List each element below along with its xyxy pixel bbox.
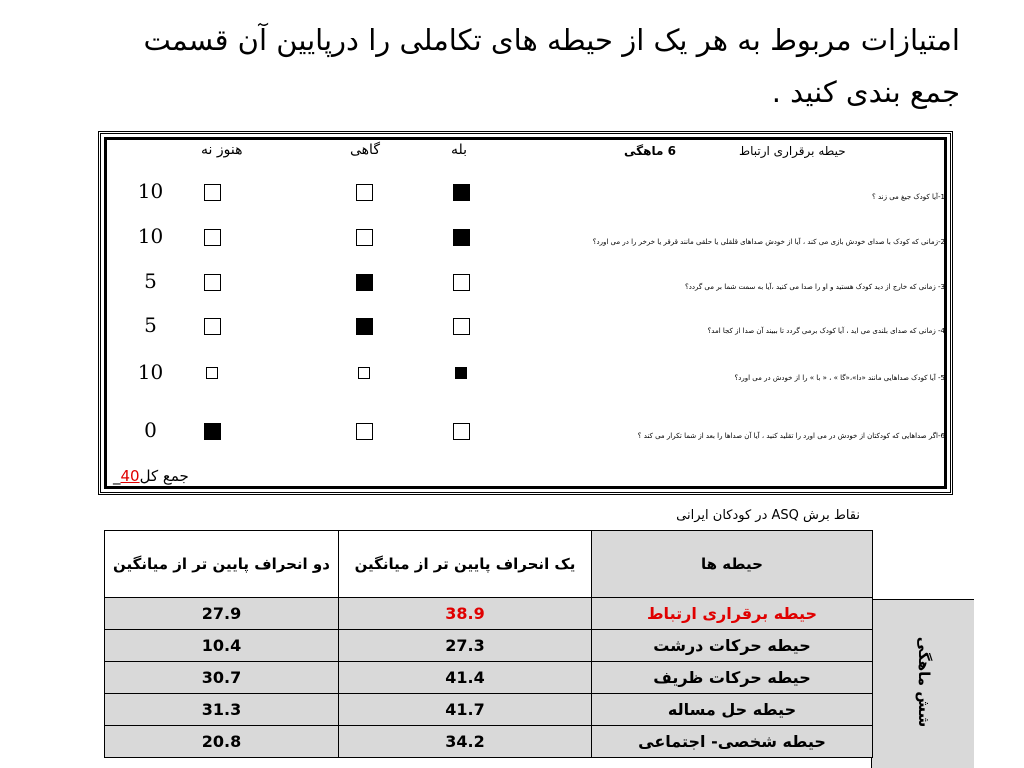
cell-one-sd: 34.2 (339, 726, 592, 758)
checkbox-sometimes[interactable] (356, 423, 373, 440)
total-suffix: _ (113, 467, 121, 485)
cell-one-sd: 41.7 (339, 694, 592, 726)
cell-one-sd: 41.4 (339, 662, 592, 694)
checkbox-not-yet[interactable] (204, 274, 221, 291)
total-score (113, 467, 189, 485)
checkbox-sometimes[interactable] (358, 367, 370, 379)
cell-domain: حیطه حرکات ظریف (592, 662, 873, 694)
item-score: 5 (144, 313, 157, 337)
checkbox-not-yet[interactable] (204, 423, 221, 440)
checkbox-sometimes[interactable] (356, 274, 373, 291)
cell-domain: حیطه حل مساله (592, 694, 873, 726)
checkbox-sometimes[interactable] (356, 318, 373, 335)
table-row (105, 598, 873, 630)
cell-two-sd: 30.7 (105, 662, 339, 694)
cell-two-sd: 20.8 (105, 726, 339, 758)
checkbox-yes[interactable] (453, 318, 470, 335)
item-question: 6-اگر صداهایی که کودکتان از خودش در می اورد را تقلید کنید ، آیا آن صداها را بعد از شما تکرار می کند ؟ (637, 432, 945, 440)
questionnaire-box (98, 131, 953, 495)
header-two-sd: دو انحراف پایین تر از میانگین (105, 531, 339, 598)
checkbox-not-yet[interactable] (204, 318, 221, 335)
cutoff-table (104, 530, 873, 758)
item-score: 5 (144, 269, 157, 293)
checkbox-yes[interactable] (453, 229, 470, 246)
item-score: 10 (137, 179, 164, 203)
item-score: 0 (144, 418, 157, 442)
item-question: 2-زمانی که کودک با صدای خودش بازی می کند ، آیا از خودش صداهای قلقلی یا حلقی مانند قرقر یا خرخر را در می اورد؟ (592, 238, 945, 246)
item-question: 5- آیا کودک صداهایی مانند «دا»،«گا » ، « با » را از خودش در می اورد؟ (734, 374, 945, 382)
checkbox-not-yet[interactable] (204, 184, 221, 201)
item-question: 1-آیا کودک جیغ می زند ؟ (872, 193, 945, 201)
cell-two-sd: 31.3 (105, 694, 339, 726)
cell-domain: حیطه شخصی- اجتماعی (592, 726, 873, 758)
checkbox-yes[interactable] (453, 184, 470, 201)
header-domains: حیطه ها (592, 531, 873, 598)
total-label: جمع کل (139, 467, 189, 485)
column-yes: بله (451, 142, 468, 158)
item-question: 3- زمانی که خارج از دید کودک هستید و او را صدا می کنید ،آیا به سمت شما بر می گردد؟ (685, 283, 945, 291)
total-value: 40 (120, 467, 140, 485)
age-label: 6 ماهگی (624, 144, 676, 158)
cell-domain: حیطه حرکات درشت (592, 630, 873, 662)
item-question: 4- زمانی که صدای بلندی می اید ، آیا کودک برمی گردد تا ببیند آن صدا از کجا امد؟ (707, 327, 945, 335)
checkbox-sometimes[interactable] (356, 229, 373, 246)
table-row (105, 694, 873, 726)
instruction-text: امتیازات مربوط به هر یک از حیطه های تکاملی را درپایین آن قسمت جمع بندی کنید . (143, 23, 960, 109)
checkbox-not-yet[interactable] (206, 367, 218, 379)
column-sometimes: گاهی (350, 142, 380, 158)
cell-domain: حیطه برقراری ارتباط (592, 598, 873, 630)
checkbox-not-yet[interactable] (204, 229, 221, 246)
table-row (105, 630, 873, 662)
checkbox-yes[interactable] (455, 367, 467, 379)
column-not-yet: هنوز نه (201, 142, 243, 158)
cell-one-sd: 27.3 (339, 630, 592, 662)
cutoff-caption: نقاط برش ASQ در کودکان ایرانی (676, 508, 860, 523)
cell-two-sd: 10.4 (105, 630, 339, 662)
item-score: 10 (137, 224, 164, 248)
cell-two-sd: 27.9 (105, 598, 339, 630)
age-group-label: شش ماهگی (915, 636, 933, 728)
checkbox-sometimes[interactable] (356, 184, 373, 201)
checkbox-yes[interactable] (453, 423, 470, 440)
item-score: 10 (137, 360, 164, 384)
cell-one-sd: 38.9 (339, 598, 592, 630)
table-row (105, 726, 873, 758)
domain-label: حیطه برقراری ارتباط (739, 144, 846, 158)
header-one-sd: یک انحراف پایین تر از میانگین (339, 531, 592, 598)
checkbox-yes[interactable] (453, 274, 470, 291)
table-row (105, 662, 873, 694)
